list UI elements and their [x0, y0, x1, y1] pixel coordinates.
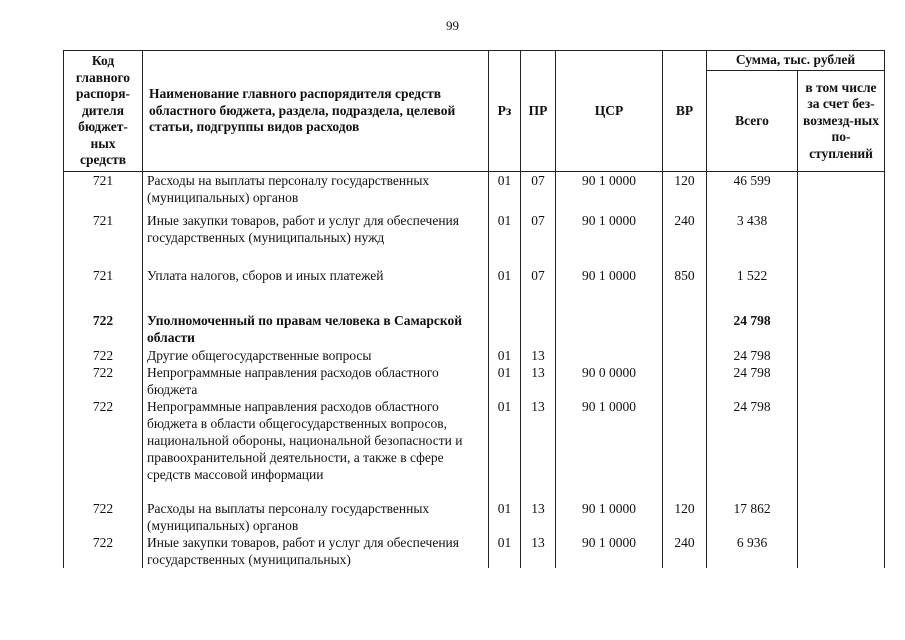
cell-free [798, 172, 885, 212]
cell-vr: 240 [663, 212, 707, 267]
table-row [64, 398, 885, 500]
cell-name: Уполномоченный по правам человека в Самарской области [143, 312, 489, 347]
table-row [64, 364, 885, 398]
cell-code: 722 [64, 347, 143, 364]
cell-code: 721 [64, 267, 143, 312]
cell-vr [663, 398, 707, 500]
header-code: Код главного распоря-дителя бюджет-ных средств [64, 51, 143, 172]
cell-code: 721 [64, 172, 143, 212]
cell-pr: 13 [521, 398, 556, 500]
table-row [64, 172, 885, 212]
cell-total: 6 936 [707, 534, 798, 568]
cell-csr: 90 1 0000 [556, 398, 663, 500]
cell-free [798, 534, 885, 568]
header-pr: ПР [521, 51, 556, 172]
cell-rz: 01 [489, 398, 521, 500]
header-name: Наименование главного распорядителя средств областного бюджета, раздела, подраздела, целевой статьи, подгруппы видов расходов [143, 51, 489, 172]
cell-name: Расходы на выплаты персоналу государственных (муниципальных) органов [143, 172, 489, 212]
cell-rz: 01 [489, 364, 521, 398]
cell-vr: 240 [663, 534, 707, 568]
table-row [64, 212, 885, 267]
cell-csr: 90 1 0000 [556, 267, 663, 312]
cell-rz: 01 [489, 347, 521, 364]
cell-csr: 90 0 0000 [556, 364, 663, 398]
cell-vr [663, 347, 707, 364]
cell-total: 24 798 [707, 347, 798, 364]
cell-free [798, 398, 885, 500]
cell-name: Другие общегосударственные вопросы [143, 347, 489, 364]
header-csr: ЦСР [556, 51, 663, 172]
budget-table [63, 50, 885, 568]
header-free: в том числе за счет без-возмезд-ных по-ступлений [798, 71, 885, 172]
cell-code: 721 [64, 212, 143, 267]
table-body [64, 172, 885, 568]
table-header [64, 51, 885, 172]
cell-code: 722 [64, 312, 143, 347]
cell-vr: 850 [663, 267, 707, 312]
cell-pr: 07 [521, 172, 556, 212]
header-total: Всего [707, 71, 798, 172]
cell-vr: 120 [663, 500, 707, 534]
cell-total: 3 438 [707, 212, 798, 267]
cell-total: 24 798 [707, 312, 798, 347]
cell-name: Уплата налогов, сборов и иных платежей [143, 267, 489, 312]
cell-free [798, 500, 885, 534]
cell-rz: 01 [489, 212, 521, 267]
cell-name: Непрограммные направления расходов областного бюджета [143, 364, 489, 398]
cell-vr: 120 [663, 172, 707, 212]
cell-csr: 90 1 0000 [556, 212, 663, 267]
table-row [64, 500, 885, 534]
cell-free [798, 347, 885, 364]
cell-csr: 90 1 0000 [556, 500, 663, 534]
table-row [64, 534, 885, 568]
cell-csr [556, 347, 663, 364]
cell-free [798, 364, 885, 398]
cell-csr: 90 1 0000 [556, 172, 663, 212]
cell-pr: 13 [521, 364, 556, 398]
cell-code: 722 [64, 534, 143, 568]
cell-pr: 13 [521, 500, 556, 534]
cell-rz: 01 [489, 500, 521, 534]
cell-rz [489, 312, 521, 347]
header-vr: ВР [663, 51, 707, 172]
header-rz: Рз [489, 51, 521, 172]
cell-name: Непрограммные направления расходов областного бюджета в области общегосударственных вопросов, национальной обороны, национальной безопасности и правоохранительной деятельности, а также в сфере средств массовой информации [143, 398, 489, 500]
cell-free [798, 267, 885, 312]
table-row [64, 312, 885, 347]
cell-pr: 07 [521, 212, 556, 267]
cell-name: Расходы на выплаты персоналу государственных (муниципальных) органов [143, 500, 489, 534]
cell-pr: 13 [521, 534, 556, 568]
cell-vr [663, 312, 707, 347]
cell-total: 17 862 [707, 500, 798, 534]
cell-code: 722 [64, 364, 143, 398]
cell-free [798, 212, 885, 267]
page-number: 99 [446, 18, 459, 33]
cell-total: 24 798 [707, 364, 798, 398]
cell-total: 1 522 [707, 267, 798, 312]
table-row [64, 347, 885, 364]
cell-name: Иные закупки товаров, работ и услуг для обеспечения государственных (муниципальных) [143, 534, 489, 568]
cell-vr [663, 364, 707, 398]
cell-code: 722 [64, 398, 143, 500]
header-sum: Сумма, тыс. рублей [707, 51, 885, 71]
cell-name: Иные закупки товаров, работ и услуг для обеспечения государственных (муниципальных) нужд [143, 212, 489, 267]
cell-csr [556, 312, 663, 347]
cell-free [798, 312, 885, 347]
cell-pr [521, 312, 556, 347]
cell-total: 46 599 [707, 172, 798, 212]
table-row [64, 267, 885, 312]
cell-rz: 01 [489, 267, 521, 312]
cell-pr: 13 [521, 347, 556, 364]
cell-total: 24 798 [707, 398, 798, 500]
cell-rz: 01 [489, 172, 521, 212]
cell-csr: 90 1 0000 [556, 534, 663, 568]
cell-pr: 07 [521, 267, 556, 312]
cell-code: 722 [64, 500, 143, 534]
cell-rz: 01 [489, 534, 521, 568]
